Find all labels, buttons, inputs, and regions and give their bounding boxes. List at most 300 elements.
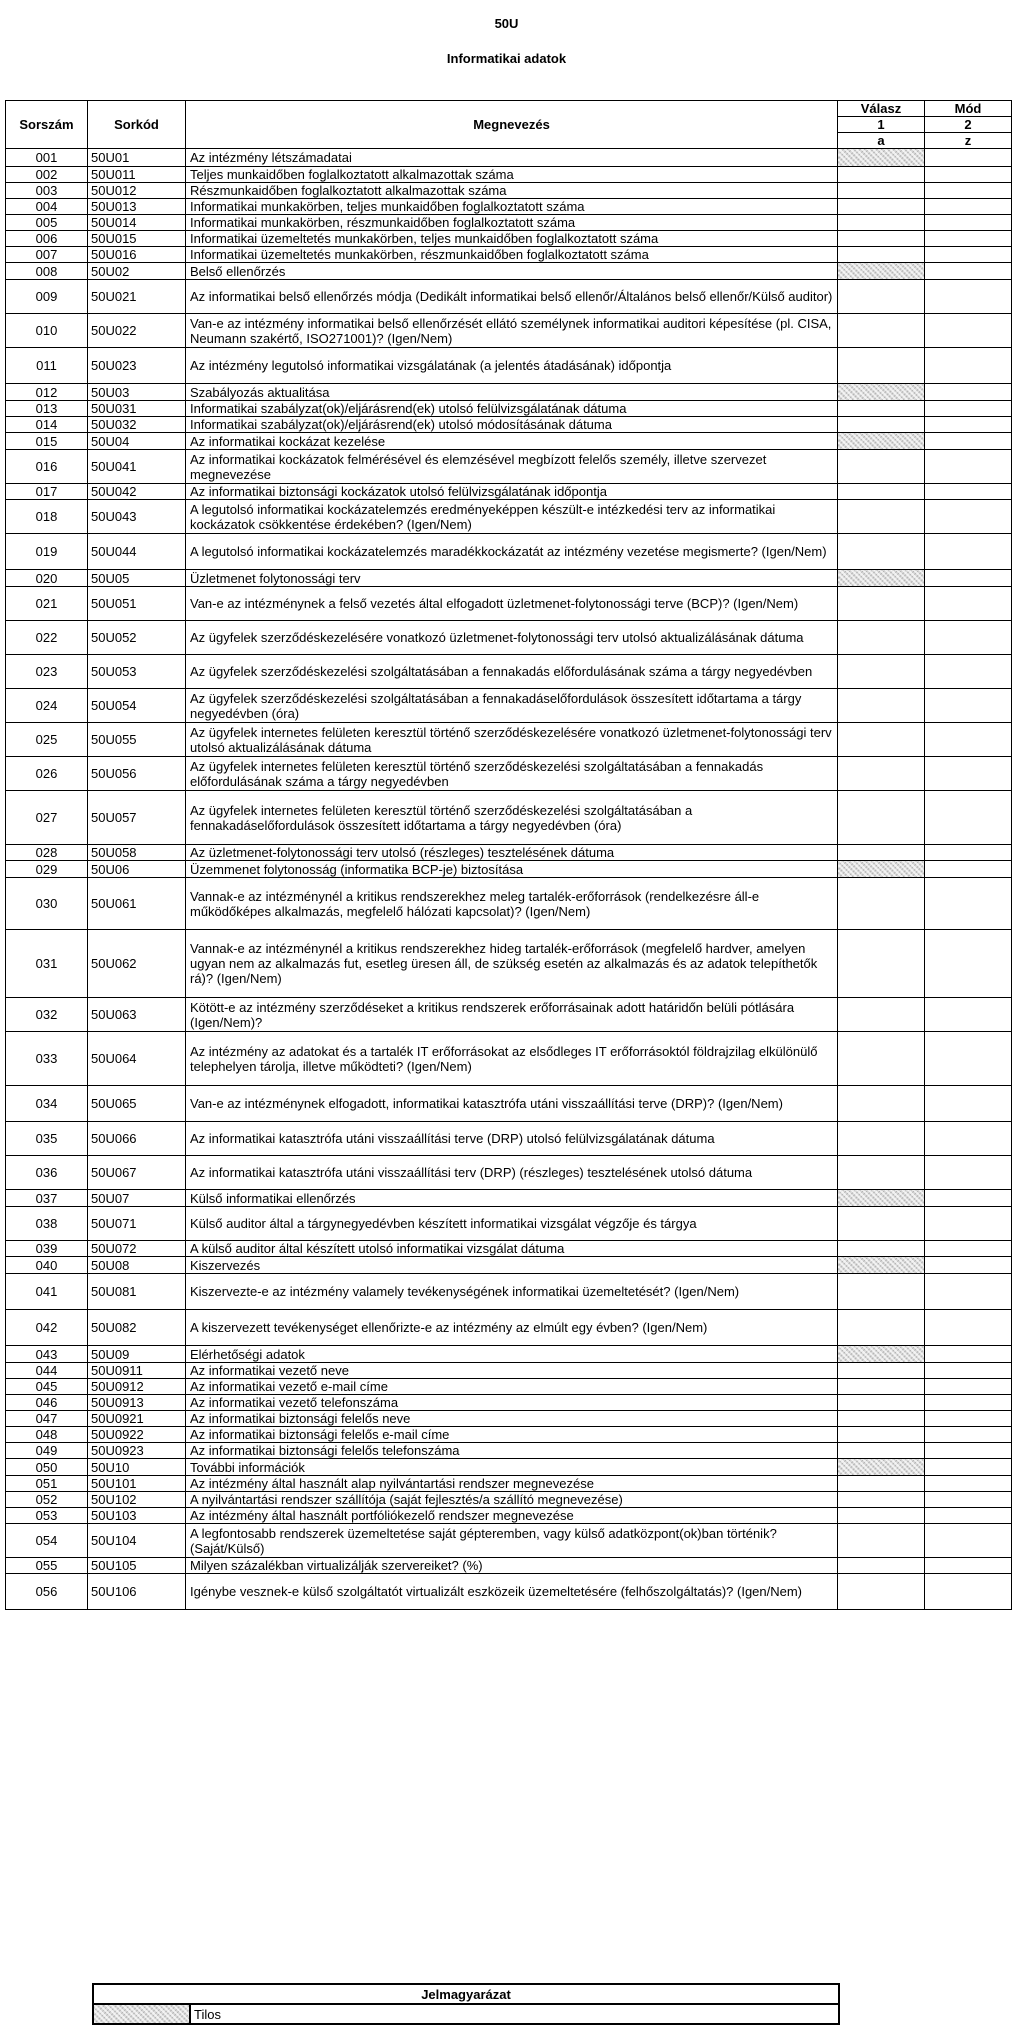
row-number: 001 xyxy=(6,149,88,167)
answer-cell[interactable] xyxy=(838,231,925,247)
col-header-mod: Mód xyxy=(925,101,1012,117)
table-row xyxy=(6,263,1012,280)
answer-cell[interactable] xyxy=(838,1427,925,1443)
answer-cell[interactable] xyxy=(838,1122,925,1156)
row-code: 50U0922 xyxy=(88,1427,186,1443)
row-code: 50U071 xyxy=(88,1207,186,1241)
answer-cell[interactable] xyxy=(838,417,925,433)
mode-cell xyxy=(925,1459,1012,1476)
answer-cell[interactable] xyxy=(838,1363,925,1379)
row-number: 029 xyxy=(6,861,88,878)
row-number: 008 xyxy=(6,263,88,280)
legend-label: Tilos xyxy=(190,2004,839,2024)
row-number: 010 xyxy=(6,314,88,348)
table-row xyxy=(6,433,1012,450)
answer-cell xyxy=(838,384,925,401)
answer-cell[interactable] xyxy=(838,280,925,314)
mode-cell[interactable] xyxy=(925,587,1012,621)
answer-cell[interactable] xyxy=(838,757,925,791)
row-code: 50U072 xyxy=(88,1241,186,1257)
table-row xyxy=(6,1476,1012,1492)
row-description: Informatikai üzemeltetés munkakörben, teljes munkaidőben foglalkoztatott száma xyxy=(186,231,838,247)
table-row xyxy=(6,1086,1012,1122)
mode-cell[interactable] xyxy=(925,314,1012,348)
table-row xyxy=(6,247,1012,263)
row-code: 50U063 xyxy=(88,998,186,1032)
answer-cell[interactable] xyxy=(838,1476,925,1492)
answer-cell[interactable] xyxy=(838,1274,925,1310)
row-code: 50U022 xyxy=(88,314,186,348)
answer-cell[interactable] xyxy=(838,1411,925,1427)
mode-cell[interactable] xyxy=(925,1207,1012,1241)
mode-cell[interactable] xyxy=(925,1574,1012,1610)
table-row xyxy=(6,1274,1012,1310)
answer-cell[interactable] xyxy=(838,401,925,417)
row-description: Az informatikai belső ellenőrzés módja (Dedikált informatikai belső ellenőr/Általános belső ellenőr/Külső auditor) xyxy=(186,280,838,314)
mode-cell[interactable] xyxy=(925,1122,1012,1156)
form-code: 50U xyxy=(494,16,519,31)
row-number: 056 xyxy=(6,1574,88,1610)
table-row xyxy=(6,1190,1012,1207)
row-code: 50U014 xyxy=(88,215,186,231)
mode-cell xyxy=(925,433,1012,450)
row-description: Az informatikai kockázatok felmérésével és elemzésével megbízott felelős személy, illetve szervezet megnevezése xyxy=(186,450,838,484)
row-number: 015 xyxy=(6,433,88,450)
table-row xyxy=(6,1443,1012,1459)
answer-cell[interactable] xyxy=(838,247,925,263)
mode-cell[interactable] xyxy=(925,1241,1012,1257)
row-code: 50U05 xyxy=(88,570,186,587)
legend-swatch xyxy=(93,2004,190,2024)
row-number: 046 xyxy=(6,1395,88,1411)
row-description: Üzemmenet folytonosság (informatika BCP-je) biztosítása xyxy=(186,861,838,878)
col-header-megnevezes: Megnevezés xyxy=(186,101,838,149)
mode-cell[interactable] xyxy=(925,998,1012,1032)
row-code: 50U013 xyxy=(88,199,186,215)
row-number: 050 xyxy=(6,1459,88,1476)
mode-cell[interactable] xyxy=(925,1508,1012,1524)
answer-cell[interactable] xyxy=(838,348,925,384)
answer-cell xyxy=(838,263,925,280)
row-number: 027 xyxy=(6,791,88,845)
answer-cell[interactable] xyxy=(838,314,925,348)
answer-cell[interactable] xyxy=(838,450,925,484)
row-description: Az informatikai biztonsági kockázatok utolsó felülvizsgálatának időpontja xyxy=(186,484,838,500)
row-number: 051 xyxy=(6,1476,88,1492)
row-description: Részmunkaidőben foglalkoztatott alkalmazottak száma xyxy=(186,183,838,199)
row-code: 50U102 xyxy=(88,1492,186,1508)
answer-cell[interactable] xyxy=(838,1156,925,1190)
row-number: 021 xyxy=(6,587,88,621)
row-number: 054 xyxy=(6,1524,88,1558)
mode-cell xyxy=(925,149,1012,167)
row-description: Vannak-e az intézménynél a kritikus rendszerekhez hideg tartalék-erőforrások (megfelelő hardver, amelyen ugyan nem az alkalmazás fut, esetleg üresen áll, de szükség esetén az alkalmazás és az adatok telepíthetők rá)? (Igen/Nem) xyxy=(186,930,838,998)
row-number: 036 xyxy=(6,1156,88,1190)
mode-cell[interactable] xyxy=(925,1524,1012,1558)
mode-cell[interactable] xyxy=(925,534,1012,570)
row-description: Az informatikai biztonsági felelős neve xyxy=(186,1411,838,1427)
mode-cell[interactable] xyxy=(925,401,1012,417)
answer-cell[interactable] xyxy=(838,1492,925,1508)
row-code: 50U041 xyxy=(88,450,186,484)
answer-cell[interactable] xyxy=(838,1379,925,1395)
answer-cell[interactable] xyxy=(838,1086,925,1122)
mode-cell[interactable] xyxy=(925,247,1012,263)
row-number: 047 xyxy=(6,1411,88,1427)
table-row xyxy=(6,861,1012,878)
row-code: 50U10 xyxy=(88,1459,186,1476)
table-row xyxy=(6,655,1012,689)
answer-cell[interactable] xyxy=(838,484,925,500)
row-number: 003 xyxy=(6,183,88,199)
table-row xyxy=(6,1558,1012,1574)
mode-cell[interactable] xyxy=(925,1363,1012,1379)
row-code: 50U015 xyxy=(88,231,186,247)
row-description: Van-e az intézménynek a felső vezetés által elfogadott üzletmenet-folytonossági terve (BCP)? (Igen/Nem) xyxy=(186,587,838,621)
row-description: Az informatikai vezető e-mail címe xyxy=(186,1379,838,1395)
mode-cell[interactable] xyxy=(925,1274,1012,1310)
table-row xyxy=(6,1032,1012,1086)
mode-cell[interactable] xyxy=(925,167,1012,183)
row-description: Külső auditor által a tárgynegyedévben készített informatikai vizsgálat végzője és tárgya xyxy=(186,1207,838,1241)
row-code: 50U03 xyxy=(88,384,186,401)
form-title: Informatikai adatok xyxy=(446,51,567,66)
mode-cell xyxy=(925,1190,1012,1207)
row-description: Vannak-e az intézménynél a kritikus rendszerekhez meleg tartalék-erőforrások (rendelkezésre áll-e működőképes alkalmazás, megfelelő hálózati kapcsolat)? (Igen/Nem) xyxy=(186,878,838,930)
table-row xyxy=(6,1156,1012,1190)
row-code: 50U061 xyxy=(88,878,186,930)
row-code: 50U101 xyxy=(88,1476,186,1492)
row-description: A legfontosabb rendszerek üzemeltetése saját gépteremben, vagy külső adatközpont(ok)ban történik? (Saját/Külső) xyxy=(186,1524,838,1558)
row-description: Az informatikai kockázat kezelése xyxy=(186,433,838,450)
row-code: 50U09 xyxy=(88,1346,186,1363)
col-header-sorkod: Sorkód xyxy=(88,101,186,149)
row-description: Szabályozás aktualitása xyxy=(186,384,838,401)
col-header-mod-letter: z xyxy=(925,133,1012,149)
data-table xyxy=(5,100,1012,1610)
mode-cell[interactable] xyxy=(925,1443,1012,1459)
row-code: 50U04 xyxy=(88,433,186,450)
table-row xyxy=(6,500,1012,534)
mode-cell[interactable] xyxy=(925,1086,1012,1122)
row-code: 50U052 xyxy=(88,621,186,655)
mode-cell[interactable] xyxy=(925,1476,1012,1492)
answer-cell[interactable] xyxy=(838,1241,925,1257)
answer-cell xyxy=(838,861,925,878)
answer-cell[interactable] xyxy=(838,500,925,534)
table-row xyxy=(6,791,1012,845)
row-number: 030 xyxy=(6,878,88,930)
row-number: 053 xyxy=(6,1508,88,1524)
row-description: Elérhetőségi adatok xyxy=(186,1346,838,1363)
row-number: 011 xyxy=(6,348,88,384)
row-number: 032 xyxy=(6,998,88,1032)
mode-cell[interactable] xyxy=(925,500,1012,534)
row-number: 026 xyxy=(6,757,88,791)
row-number: 006 xyxy=(6,231,88,247)
row-number: 052 xyxy=(6,1492,88,1508)
row-number: 048 xyxy=(6,1427,88,1443)
row-code: 50U01 xyxy=(88,149,186,167)
row-description: Informatikai munkakörben, teljes munkaidőben foglalkoztatott száma xyxy=(186,199,838,215)
table-row xyxy=(6,723,1012,757)
table-row xyxy=(6,845,1012,861)
answer-cell[interactable] xyxy=(838,1508,925,1524)
row-number: 045 xyxy=(6,1379,88,1395)
table-row xyxy=(6,930,1012,998)
table-row xyxy=(6,450,1012,484)
row-number: 031 xyxy=(6,930,88,998)
table-row xyxy=(6,1310,1012,1346)
mode-cell xyxy=(925,384,1012,401)
row-number: 041 xyxy=(6,1274,88,1310)
answer-cell[interactable] xyxy=(838,1443,925,1459)
row-number: 013 xyxy=(6,401,88,417)
row-number: 012 xyxy=(6,384,88,401)
mode-cell[interactable] xyxy=(925,1156,1012,1190)
mode-cell[interactable] xyxy=(925,280,1012,314)
row-number: 014 xyxy=(6,417,88,433)
mode-cell xyxy=(925,1257,1012,1274)
mode-cell[interactable] xyxy=(925,417,1012,433)
mode-cell[interactable] xyxy=(925,1310,1012,1346)
row-code: 50U042 xyxy=(88,484,186,500)
row-code: 50U081 xyxy=(88,1274,186,1310)
row-number: 022 xyxy=(6,621,88,655)
row-code: 50U08 xyxy=(88,1257,186,1274)
row-description: Az ügyfelek internetes felületen keresztül történő szerződéskezelési szolgáltatásában a fennakadáselőfordulások összesített időtartama a tárgy negyedévben (óra) xyxy=(186,791,838,845)
row-code: 50U06 xyxy=(88,861,186,878)
row-code: 50U082 xyxy=(88,1310,186,1346)
answer-cell[interactable] xyxy=(838,199,925,215)
answer-cell[interactable] xyxy=(838,167,925,183)
table-row xyxy=(6,215,1012,231)
table-row xyxy=(6,280,1012,314)
row-number: 055 xyxy=(6,1558,88,1574)
table-row xyxy=(6,1411,1012,1427)
col-header-mod-num: 2 xyxy=(925,117,1012,133)
col-header-valasz: Válasz xyxy=(838,101,925,117)
answer-cell[interactable] xyxy=(838,878,925,930)
mode-cell[interactable] xyxy=(925,878,1012,930)
row-description: Van-e az intézmény informatikai belső ellenőrzését ellátó személynek informatikai auditori képesítése (pl. CISA, Neumann szakértő, ISO271001)? (Igen/Nem) xyxy=(186,314,838,348)
row-code: 50U062 xyxy=(88,930,186,998)
answer-cell[interactable] xyxy=(838,1310,925,1346)
row-code: 50U0911 xyxy=(88,1363,186,1379)
row-number: 044 xyxy=(6,1363,88,1379)
row-number: 002 xyxy=(6,167,88,183)
answer-cell[interactable] xyxy=(838,655,925,689)
answer-cell[interactable] xyxy=(838,1524,925,1558)
row-description: Az üzletmenet-folytonossági terv utolsó (részleges) tesztelésének dátuma xyxy=(186,845,838,861)
row-description: Informatikai szabályzat(ok)/eljárásrend(ek) utolsó felülvizsgálatának dátuma xyxy=(186,401,838,417)
row-number: 049 xyxy=(6,1443,88,1459)
mode-cell[interactable] xyxy=(925,655,1012,689)
mode-cell[interactable] xyxy=(925,1032,1012,1086)
table-row xyxy=(6,167,1012,183)
answer-cell[interactable] xyxy=(838,1207,925,1241)
row-description: Az intézmény által használt alap nyilvántartási rendszer megnevezése xyxy=(186,1476,838,1492)
answer-cell[interactable] xyxy=(838,621,925,655)
answer-cell[interactable] xyxy=(838,1395,925,1411)
row-description: Az informatikai katasztrófa utáni visszaállítási terv (DRP) (részleges) tesztelésének utolsó dátuma xyxy=(186,1156,838,1190)
table-row xyxy=(6,1241,1012,1257)
row-code: 50U032 xyxy=(88,417,186,433)
mode-cell[interactable] xyxy=(925,689,1012,723)
row-code: 50U066 xyxy=(88,1122,186,1156)
row-description: Az informatikai vezető neve xyxy=(186,1363,838,1379)
table-row xyxy=(6,1379,1012,1395)
answer-cell[interactable] xyxy=(838,791,925,845)
row-number: 019 xyxy=(6,534,88,570)
mode-cell[interactable] xyxy=(925,1558,1012,1574)
row-description: Kiszervezés xyxy=(186,1257,838,1274)
mode-cell xyxy=(925,1346,1012,1363)
answer-cell[interactable] xyxy=(838,183,925,199)
row-number: 020 xyxy=(6,570,88,587)
row-number: 040 xyxy=(6,1257,88,1274)
row-description: A külső auditor által készített utolsó informatikai vizsgálat dátuma xyxy=(186,1241,838,1257)
table-row xyxy=(6,1574,1012,1610)
col-header-valasz-num: 1 xyxy=(838,117,925,133)
row-code: 50U016 xyxy=(88,247,186,263)
row-number: 005 xyxy=(6,215,88,231)
mode-cell[interactable] xyxy=(925,1395,1012,1411)
row-number: 037 xyxy=(6,1190,88,1207)
answer-cell xyxy=(838,1459,925,1476)
table-row xyxy=(6,384,1012,401)
table-row xyxy=(6,231,1012,247)
row-number: 017 xyxy=(6,484,88,500)
table-row xyxy=(6,314,1012,348)
row-code: 50U0923 xyxy=(88,1443,186,1459)
answer-cell[interactable] xyxy=(838,845,925,861)
answer-cell[interactable] xyxy=(838,587,925,621)
table-row xyxy=(6,199,1012,215)
row-description: A kiszervezett tevékenységet ellenőrizte-e az intézmény az elmúlt egy évben? (Igen/Nem) xyxy=(186,1310,838,1346)
row-description: Az ügyfelek szerződéskezelési szolgáltatásában a fennakadás előfordulásának száma a tárgy negyedévben xyxy=(186,655,838,689)
table-row xyxy=(6,1346,1012,1363)
table-row xyxy=(6,1122,1012,1156)
answer-cell xyxy=(838,433,925,450)
table-row xyxy=(6,534,1012,570)
mode-cell[interactable] xyxy=(925,215,1012,231)
mode-cell[interactable] xyxy=(925,1427,1012,1443)
legend-title: Jelmagyarázat xyxy=(93,1984,839,2004)
table-row xyxy=(6,1395,1012,1411)
row-description: Igénybe vesznek-e külső szolgáltatót virtualizált eszközeik üzemeltetésére (felhőszolgáltatás)? (Igen/Nem) xyxy=(186,1574,838,1610)
answer-cell xyxy=(838,570,925,587)
mode-cell[interactable] xyxy=(925,199,1012,215)
answer-cell[interactable] xyxy=(838,723,925,757)
table-row xyxy=(6,878,1012,930)
mode-cell[interactable] xyxy=(925,450,1012,484)
mode-cell xyxy=(925,861,1012,878)
table-row xyxy=(6,183,1012,199)
table-row xyxy=(6,570,1012,587)
answer-cell[interactable] xyxy=(838,534,925,570)
row-description: Az ügyfelek internetes felületen keresztül történő szerződéskezelési szolgáltatásában a fennakadás előfordulásának száma a tárgy negyedévben xyxy=(186,757,838,791)
row-code: 50U043 xyxy=(88,500,186,534)
row-number: 025 xyxy=(6,723,88,757)
table-row xyxy=(6,689,1012,723)
row-number: 038 xyxy=(6,1207,88,1241)
mode-cell[interactable] xyxy=(925,845,1012,861)
row-code: 50U023 xyxy=(88,348,186,384)
table-row xyxy=(6,1459,1012,1476)
mode-cell[interactable] xyxy=(925,1379,1012,1395)
row-description: Az informatikai biztonsági felelős e-mail címe xyxy=(186,1427,838,1443)
answer-cell[interactable] xyxy=(838,930,925,998)
mode-cell[interactable] xyxy=(925,183,1012,199)
row-description: További információk xyxy=(186,1459,838,1476)
row-description: Az intézmény legutolsó informatikai vizsgálatának (a jelentés átadásának) időpontja xyxy=(186,348,838,384)
row-description: Az intézmény által használt portfóliókezelő rendszer megnevezése xyxy=(186,1508,838,1524)
row-description: Az intézmény az adatokat és a tartalék IT erőforrásokat az elsődleges IT erőforrásoktól földrajzilag elkülönülő telephelyen tárolja, illetve működteti? (Igen/Nem) xyxy=(186,1032,838,1086)
mode-cell[interactable] xyxy=(925,1411,1012,1427)
mode-cell[interactable] xyxy=(925,791,1012,845)
row-code: 50U053 xyxy=(88,655,186,689)
row-code: 50U065 xyxy=(88,1086,186,1122)
mode-cell[interactable] xyxy=(925,231,1012,247)
row-description: Az ügyfelek szerződéskezelésére vonatkozó üzletmenet-folytonossági terv utolsó aktualizálásának dátuma xyxy=(186,621,838,655)
row-code: 50U044 xyxy=(88,534,186,570)
answer-cell[interactable] xyxy=(838,1574,925,1610)
mode-cell[interactable] xyxy=(925,757,1012,791)
row-code: 50U0921 xyxy=(88,1411,186,1427)
mode-cell[interactable] xyxy=(925,621,1012,655)
answer-cell xyxy=(838,149,925,167)
row-description: A legutolsó informatikai kockázatelemzés maradékkockázatát az intézmény vezetése megismerte? (Igen/Nem) xyxy=(186,534,838,570)
answer-cell[interactable] xyxy=(838,689,925,723)
row-code: 50U031 xyxy=(88,401,186,417)
mode-cell xyxy=(925,263,1012,280)
answer-cell[interactable] xyxy=(838,215,925,231)
row-code: 50U0912 xyxy=(88,1379,186,1395)
mode-cell[interactable] xyxy=(925,1492,1012,1508)
answer-cell[interactable] xyxy=(838,1032,925,1086)
table-row xyxy=(6,998,1012,1032)
row-number: 035 xyxy=(6,1122,88,1156)
answer-cell[interactable] xyxy=(838,998,925,1032)
row-code: 50U105 xyxy=(88,1558,186,1574)
table-row xyxy=(6,757,1012,791)
table-row xyxy=(6,417,1012,433)
mode-cell[interactable] xyxy=(925,723,1012,757)
legend-table xyxy=(92,1983,840,2025)
table-row xyxy=(6,1492,1012,1508)
row-number: 028 xyxy=(6,845,88,861)
table-row xyxy=(6,149,1012,167)
row-code: 50U0913 xyxy=(88,1395,186,1411)
table-row xyxy=(6,1207,1012,1241)
row-description: Belső ellenőrzés xyxy=(186,263,838,280)
table-row xyxy=(6,401,1012,417)
mode-cell[interactable] xyxy=(925,484,1012,500)
row-description: Informatikai üzemeltetés munkakörben, részmunkaidőben foglalkoztatott száma xyxy=(186,247,838,263)
answer-cell[interactable] xyxy=(838,1558,925,1574)
row-code: 50U054 xyxy=(88,689,186,723)
col-header-valasz-letter: a xyxy=(838,133,925,149)
answer-cell xyxy=(838,1346,925,1363)
mode-cell[interactable] xyxy=(925,348,1012,384)
mode-cell[interactable] xyxy=(925,930,1012,998)
table-row xyxy=(6,484,1012,500)
table-body xyxy=(6,149,1012,1610)
row-code: 50U051 xyxy=(88,587,186,621)
row-code: 50U07 xyxy=(88,1190,186,1207)
row-description: Van-e az intézménynek elfogadott, informatikai katasztrófa utáni visszaállítási terve (DRP)? (Igen/Nem) xyxy=(186,1086,838,1122)
